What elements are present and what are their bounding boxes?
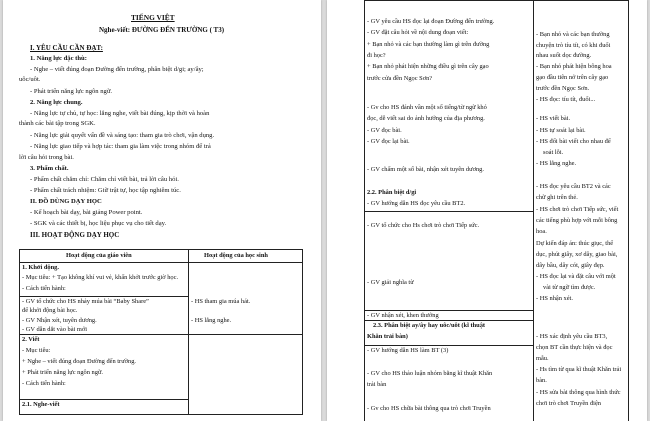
table-cell: - GV chấm một số bài, nhận xét tuyên dương. — [367, 166, 484, 173]
table-cell: - GV giải nghĩa từ — [367, 279, 414, 286]
table-column-divider — [533, 0, 534, 421]
table-cell: - Mục tiêu: + Tạo không khí vui vẻ, khấn khởi trước giờ học. — [22, 274, 179, 281]
table-cell: - GV đọc bài. — [367, 127, 402, 134]
table-cell: - Bạn nhỏ phát hiện bông hoa — [536, 63, 612, 70]
document-page-left — [3, 0, 321, 421]
table-row-divider — [364, 320, 533, 321]
table-row-divider — [20, 399, 188, 400]
activities-table-continued — [327, 0, 647, 421]
table-cell: Khăn trải bàn) — [367, 333, 408, 340]
paragraph-line: uôc/uôt. — [19, 76, 41, 83]
table-cell: - HS viết bài. — [536, 115, 571, 122]
heading-qualities: 3. Phẩm chất. — [30, 165, 69, 172]
paragraph-line: - Năng lực tự chủ, tự học: lắng nghe, viết bài đúng, kịp thời và hoàn — [30, 110, 210, 117]
table-cell: - HS nhận xét. — [536, 295, 573, 302]
table-cell: - GV cho HS thảo luận nhóm bằng kĩ thuật Khăn — [367, 370, 493, 377]
table-row-divider — [364, 310, 533, 311]
table-row-divider — [20, 334, 302, 335]
table-cell: - HS sửa bài thông qua hình thức — [536, 389, 621, 396]
paragraph-line: - SGK và các thiết bị, học liệu phục vụ cho tiết dạy. — [30, 220, 167, 227]
table-border-right — [628, 0, 629, 421]
table-cell: trước đền Ngọc Sơn. — [536, 85, 590, 92]
heading-general-competence: 2. Năng lực chung. — [30, 99, 83, 106]
table-cell: 2.2. Phân biệt d/gi — [367, 189, 417, 196]
table-cell: nhau suốt dọc đường. — [536, 52, 592, 59]
table-cell: - GV dẫn dắt vào bài mới — [22, 326, 88, 333]
table-cell: chơi trò chơi Truyền điện — [536, 400, 601, 407]
table-cell: - GV hướng dẫn HS làm BT (3) — [367, 347, 449, 354]
table-cell: các tiếng phù hợp với mỗi bông — [536, 217, 618, 224]
table-cell: chữ ghi trên thẻ. — [536, 194, 578, 201]
table-cell: chọn BT cần thực hiện và đọc — [536, 344, 613, 351]
table-cell: để khởi động bài học. — [22, 307, 78, 314]
table-cell: Dự kiến đáp án: thúc giục, thể — [536, 240, 614, 247]
section-heading-materials: II. ĐỒ DÙNG DẠY HỌC — [30, 198, 102, 205]
paragraph-line: - Năng lực giải quyết vấn đề và sáng tạo: tham gia trò chơi, vận dụng. — [30, 132, 215, 139]
paragraph-line: lời câu hỏi trong bài. — [19, 154, 74, 161]
table-cell: đọc, dễ viết sai do ảnh hưởng của địa phương. — [367, 115, 485, 122]
table-cell: - GV yêu cầu HS đọc lại đoạn Đường đến trường. — [367, 18, 495, 25]
paragraph-line: - Kế hoạch bài dạy, bài giảng Power point. — [30, 209, 143, 216]
activities-table — [19, 249, 303, 415]
table-cell: - HS lắng nghe. — [536, 160, 577, 167]
table-cell: - HS xác định yêu cầu BT3, — [536, 333, 608, 340]
table-cell: + Phát triển năng lực ngôn ngữ. — [22, 369, 103, 376]
table-cell: - GV tổ chức cho HS nhảy múa bài “Baby Share” — [22, 298, 149, 305]
table-cell: - HS tự soát lại bài. — [536, 127, 586, 134]
paragraph-line: - Phẩm chất chăm chỉ: Chăm chỉ viết bài, trả lời câu hỏi. — [30, 176, 179, 183]
table-cell: - HS lắng nghe. — [191, 317, 232, 324]
table-cell: trải bàn — [367, 381, 387, 388]
table-cell: - GV nhận xét, khen thưởng — [367, 312, 439, 319]
table-cell: - HS đọc lại và đặt câu với một — [536, 273, 616, 280]
table-cell: + Bạn nhỏ và các bạn thường làm gì trên đường — [367, 41, 490, 48]
table-row-divider — [20, 296, 188, 297]
table-cell: dục, phút giây, xơ dây, giao bài, — [536, 251, 618, 258]
table-cell: - Mục tiêu: — [22, 347, 51, 354]
paragraph-line: - Nghe – viết đúng đoạn Đường đến trường, phân biệt d/gi; ay/ây; — [30, 66, 204, 73]
table-cell: - HS tham gia múa hát. — [191, 298, 251, 305]
table-header-student: Hoạt động của học sinh — [204, 252, 268, 259]
table-header-teacher: Hoạt động của giáo viên — [66, 252, 132, 259]
table-row-divider — [364, 345, 533, 346]
table-cell: mẫu. — [536, 355, 549, 362]
table-row-divider — [20, 262, 302, 263]
section-heading-activities: III. HOẠT ĐỘNG DẠY HỌC — [30, 231, 120, 239]
table-cell: - HS đọc: tíu tít, đuổi... — [536, 96, 596, 103]
table-cell: + Bạn nhỏ phát hiện những điều gì trên cây gạo — [367, 63, 489, 70]
table-cell: 2.3. Phân biệt ay/ây hay uôc/uôt (kĩ thuật — [373, 322, 486, 329]
table-cell: - GV đặt câu hỏi về nội dung đoạn viết: — [367, 29, 469, 36]
table-cell: trước cửa đền Ngọc Sơn? — [367, 75, 433, 82]
section-heading-objectives: I. YÊU CẦU CẦN ĐẠT: — [30, 44, 103, 52]
table-cell: dây bầu, dây cót, giây đẹp. — [536, 262, 605, 269]
paragraph-line: - Năng lực giao tiếp và hợp tác: tham gia làm việc trong nhóm để trả — [30, 143, 211, 150]
table-cell: - GV đọc lại bài. — [367, 138, 410, 145]
heading-specific-competence: 1. Năng lực đặc thù: — [30, 55, 87, 62]
paragraph-line: - Phẩm chất trách nhiệm: Giữ trật tự, học tập nghiêm túc. — [30, 187, 181, 194]
table-cell: soát lỗi. — [543, 149, 564, 156]
table-cell: - Gv cho HS đánh vần một số tiếng/từ ngữ khó — [367, 104, 487, 111]
table-cell: - Gv cho HS chữa bài thông qua trò chơi Truyền — [367, 405, 491, 412]
table-cell: bàn. — [536, 377, 547, 384]
table-row-divider — [364, 211, 533, 212]
table-cell: gạo đầu tiên nở trên cây gạo — [536, 74, 609, 81]
table-cell: - GV Nhận xét, tuyên dương. — [22, 317, 97, 324]
paragraph-line: thành các bài tập trong SGK. — [19, 120, 96, 127]
table-cell: - HS đọc yêu cầu BT2 và các — [536, 183, 611, 190]
table-cell: 2. Viết — [22, 336, 40, 343]
table-cell: hoa. — [536, 228, 547, 235]
lesson-subtitle: Nghe-viết: ĐƯỜNG ĐẾN TRƯỜNG ( T3) — [99, 26, 225, 34]
table-cell: - GV hướng dẫn HS đọc yêu cầu BT2. — [367, 200, 466, 207]
table-cell: + Nghe – viết đúng đoạn Đường đến trường. — [22, 358, 137, 365]
table-cell: - HS đổi bài viết cho nhau để — [536, 138, 611, 145]
table-cell: đi học? — [367, 52, 386, 59]
table-cell: 2.1. Nghe-viết — [22, 401, 60, 408]
table-column-divider — [188, 250, 189, 414]
table-cell: - Hs tìm từ qua kĩ thuật Khăn trải — [536, 366, 622, 373]
table-cell: vài từ ngữ tìm được. — [543, 284, 596, 291]
lesson-subject-title: TIẾNG VIỆT — [131, 13, 175, 22]
table-cell: - Bạn nhỏ và các bạn thường — [536, 31, 610, 38]
table-cell: chuyện trò tíu tít, có khi đuổi — [536, 42, 611, 49]
document-page-right — [327, 0, 647, 421]
table-row-divider — [364, 0, 628, 1]
table-cell: - Cách tiến hành: — [22, 285, 66, 292]
paragraph-line: - Phát triển năng lực ngôn ngữ. — [30, 88, 113, 95]
table-cell: - Cách tiến hành: — [22, 380, 66, 387]
table-cell: - HS chơi trò chơi Tiếp sức, viết — [536, 206, 619, 213]
table-cell: - GV tổ chức cho Hs chơi trò chơi Tiếp sức. — [367, 222, 480, 229]
table-cell: 1. Khởi động. — [22, 264, 59, 271]
